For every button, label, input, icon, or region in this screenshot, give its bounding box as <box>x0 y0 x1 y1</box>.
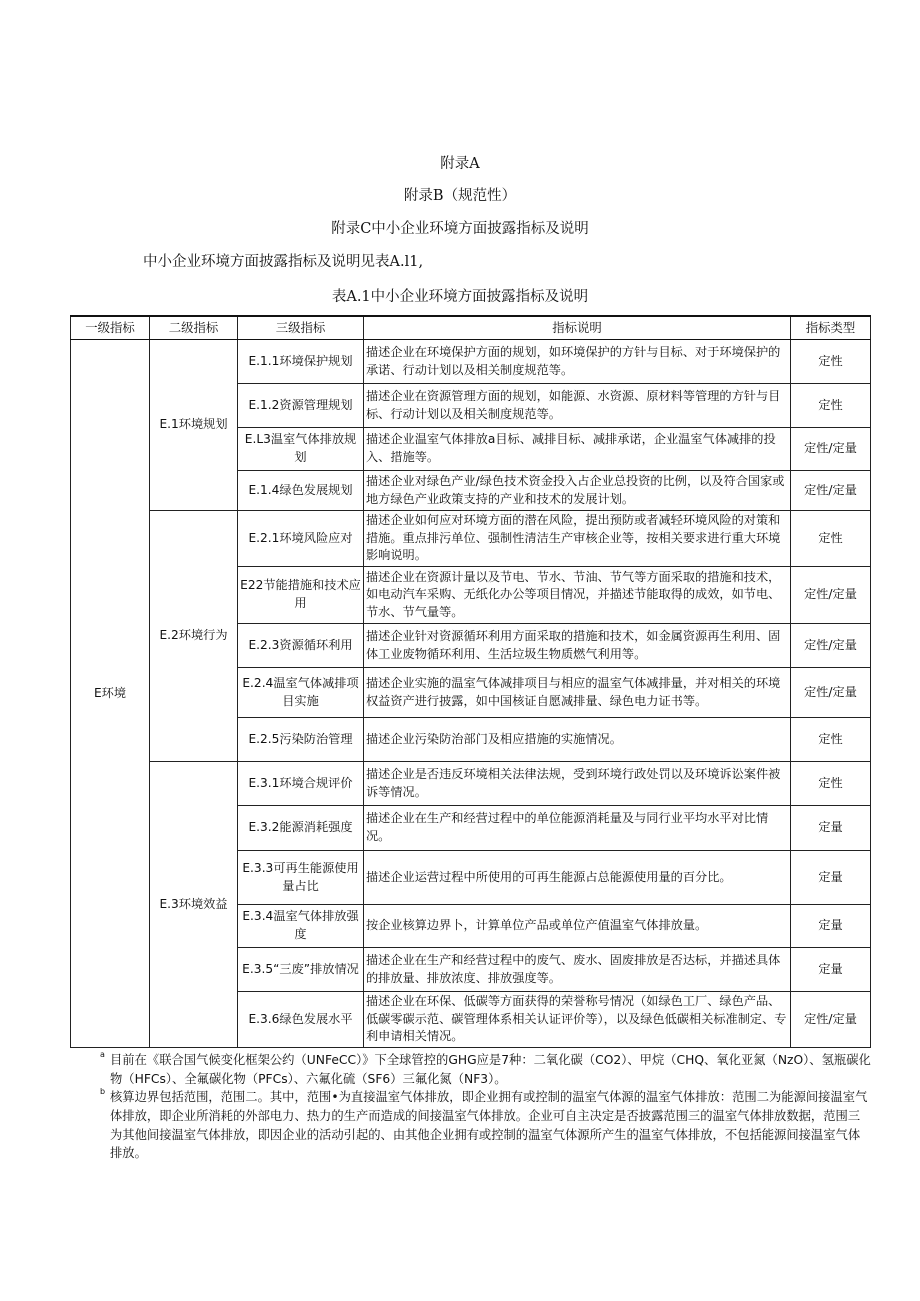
appendix-b-heading: 附录B（规范性） <box>403 188 517 204</box>
description-cell: 描述企业在资源管理方面的规划，如能源、水资源、原材料等管理的方针与目标、行动计划以及相关制度规范等。 <box>364 384 791 428</box>
level3-cell: E.3.1环境合规评价 <box>238 762 364 806</box>
description-cell: 描述企业是否违反环境相关法律法规，受到环境行政处罚以及环境诉讼案件被诉等情况。 <box>364 762 791 806</box>
type-cell: 定性 <box>791 340 871 384</box>
level3-cell: E.1.4绿色发展规划 <box>238 471 364 511</box>
type-cell: 定量 <box>791 806 871 851</box>
description-cell: 描述企业对绿色产业/绿色技术资金投入占企业总投资的比例，以及符合国家或地方绿色产业政策支持的产业和技术的发展计划。 <box>364 471 791 511</box>
description-cell: 按企业核算边界卜，计算单位产品或单位产值温室气体排放量。 <box>364 905 791 948</box>
table-row <box>71 511 871 567</box>
table-caption: 表A.1中小企业环境方面披露指标及说明 <box>331 289 589 305</box>
type-cell: 定性/定量 <box>791 624 871 668</box>
level3-cell: E.1.1环境保护规划 <box>238 340 364 384</box>
level1-cell: E环境 <box>71 340 150 1048</box>
level3-cell: E.2.4温室气体减排项目实施 <box>238 668 364 718</box>
header-description: 指标说明 <box>364 316 791 340</box>
description-cell: 描述企业运营过程中所使用的可再生能源占总能源使用量的百分比。 <box>364 851 791 905</box>
level3-cell: E.3.4温室气体排放强度 <box>238 905 364 948</box>
description-cell: 描述企业污染防治部门及相应措施的实施情况。 <box>364 718 791 762</box>
description-cell: 描述企业在环境保护方面的规划，如环境保护的方针与目标、对于环境保护的承诺、行动计划以及相关制度规范等。 <box>364 340 791 384</box>
type-cell: 定性 <box>791 384 871 428</box>
footnote-b <box>100 1088 872 1163</box>
footnote-marker: a <box>100 1050 105 1059</box>
type-cell: 定性 <box>791 718 871 762</box>
type-cell: 定量 <box>791 851 871 905</box>
level3-cell: E.2.3资源循环利用 <box>238 624 364 668</box>
header-level1: 一级指标 <box>71 316 150 340</box>
table-footnotes <box>100 1051 872 1163</box>
type-cell: 定性/定量 <box>791 471 871 511</box>
level2-cell: E.1环境规划 <box>150 340 238 511</box>
intro-text: 中小企业环境方面披露指标及说明见表A.l1, <box>143 254 424 270</box>
table-row <box>71 762 871 806</box>
level3-cell: E.3.2能源消耗强度 <box>238 806 364 851</box>
type-cell: 定量 <box>791 948 871 992</box>
indicator-table <box>70 315 871 1048</box>
description-cell: 描述企业针对资源循环利用方面采取的措施和技术，如金属资源再生利用、固体工业废物循环利用、生活垃圾生物质燃气利用等。 <box>364 624 791 668</box>
type-cell: 定量 <box>791 905 871 948</box>
description-cell: 描述企业在生产和经营过程中的单位能源消耗量及与同行业平均水平对比情况。 <box>364 806 791 851</box>
level3-cell: E.3.5“三废”排放情况 <box>238 948 364 992</box>
description-cell: 描述企业在生产和经营过程中的废气、废水、固废排放是否达标，并描述具体的排放量、排放浓度、排放强度等。 <box>364 948 791 992</box>
footnote-marker: b <box>100 1087 106 1097</box>
level2-cell: E.2环境行为 <box>150 511 238 762</box>
table-row <box>71 340 871 384</box>
description-cell: 描述企业在环保、低碳等方面获得的荣誉称号情况（如绿色工厂、绿色产品、低碳零碳示范、碳管理体系相关认证评价等），以及绿色低碳相关标准制定、专利申请相关情况。 <box>364 992 791 1048</box>
description-cell: 描述企业如何应对环境方面的潜在风险，提出预防或者减轻环境风险的对策和措施。重点排污单位、强制性清洁生产审核企业等，按相关要求进行重大环境影响说明。 <box>364 511 791 567</box>
appendix-a-heading: 附录A <box>440 156 480 172</box>
type-cell: 定性 <box>791 511 871 567</box>
appendix-c-heading: 附录C中小企业环境方面披露指标及说明 <box>331 221 589 237</box>
header-level2: 二级指标 <box>150 316 238 340</box>
level3-cell: E22节能措施和技术应用 <box>238 567 364 624</box>
level3-cell: E.L3温室气体排放规划 <box>238 428 364 471</box>
type-cell: 定性/定量 <box>791 668 871 718</box>
level2-cell: E.3环境效益 <box>150 762 238 1048</box>
footnote-text: 核算边界包括范围，范围二。其中，范围•为直接温室气体排放，即企业拥有或控制的温室气体源的温室气体排放：范围二为能源间接温室气体排放，即企业所消耗的外部电力、热力的生产而造成的间接温室气体排放。企业可自主决定是否披露范围三的温室气体排放数据，范围三为其他间接温室气体排放，即因企业的活动引起的、由其他企业拥有或控制的温室气体源所产生的温室气体排放，不包括能源间接温室气体排放。 <box>110 1090 868 1161</box>
description-cell: 描述企业在资源计量以及节电、节水、节油、节气等方面采取的措施和技术，如电动汽车采购、无纸化办公等项目情况，并描述节能取得的成效，如节电、节水、节气量等。 <box>364 567 791 624</box>
header-level3: 三级指标 <box>238 316 364 340</box>
description-cell: 描述企业温室气体排放a目标、减排目标、减排承诺，企业温室气体减排的投入、措施等。 <box>364 428 791 471</box>
level3-cell: E.1.2资源管理规划 <box>238 384 364 428</box>
header-type: 指标类型 <box>791 316 871 340</box>
description-cell: 描述企业实施的温室气体减排项目与相应的温室气体减排量，并对相关的环境权益资产进行披露，如中国核证自愿减排量、绿色电力证书等。 <box>364 668 791 718</box>
level3-cell: E.2.1环境风险应对 <box>238 511 364 567</box>
footnote-a <box>100 1051 872 1088</box>
type-cell: 定性/定量 <box>791 992 871 1048</box>
level3-cell: E.3.3可再生能源使用量占比 <box>238 851 364 905</box>
type-cell: 定性/定量 <box>791 567 871 624</box>
type-cell: 定性/定量 <box>791 428 871 471</box>
table-header-row <box>71 316 871 340</box>
level3-cell: E.3.6绿色发展水平 <box>238 992 364 1048</box>
type-cell: 定性 <box>791 762 871 806</box>
level3-cell: E.2.5污染防治管理 <box>238 718 364 762</box>
footnote-text: 目前在《联合国气候变化框架公约（UNFeCC）》下全球管控的GHG应是7种：二氧化碳（CO2）、甲烷（CHQ、氧化亚氮（NzO）、氢瓶碳化物（HFCs）、全氟碳化物（PFCs）、六氟化硫（SF6）三氟化氮（NF3）。 <box>110 1053 871 1086</box>
